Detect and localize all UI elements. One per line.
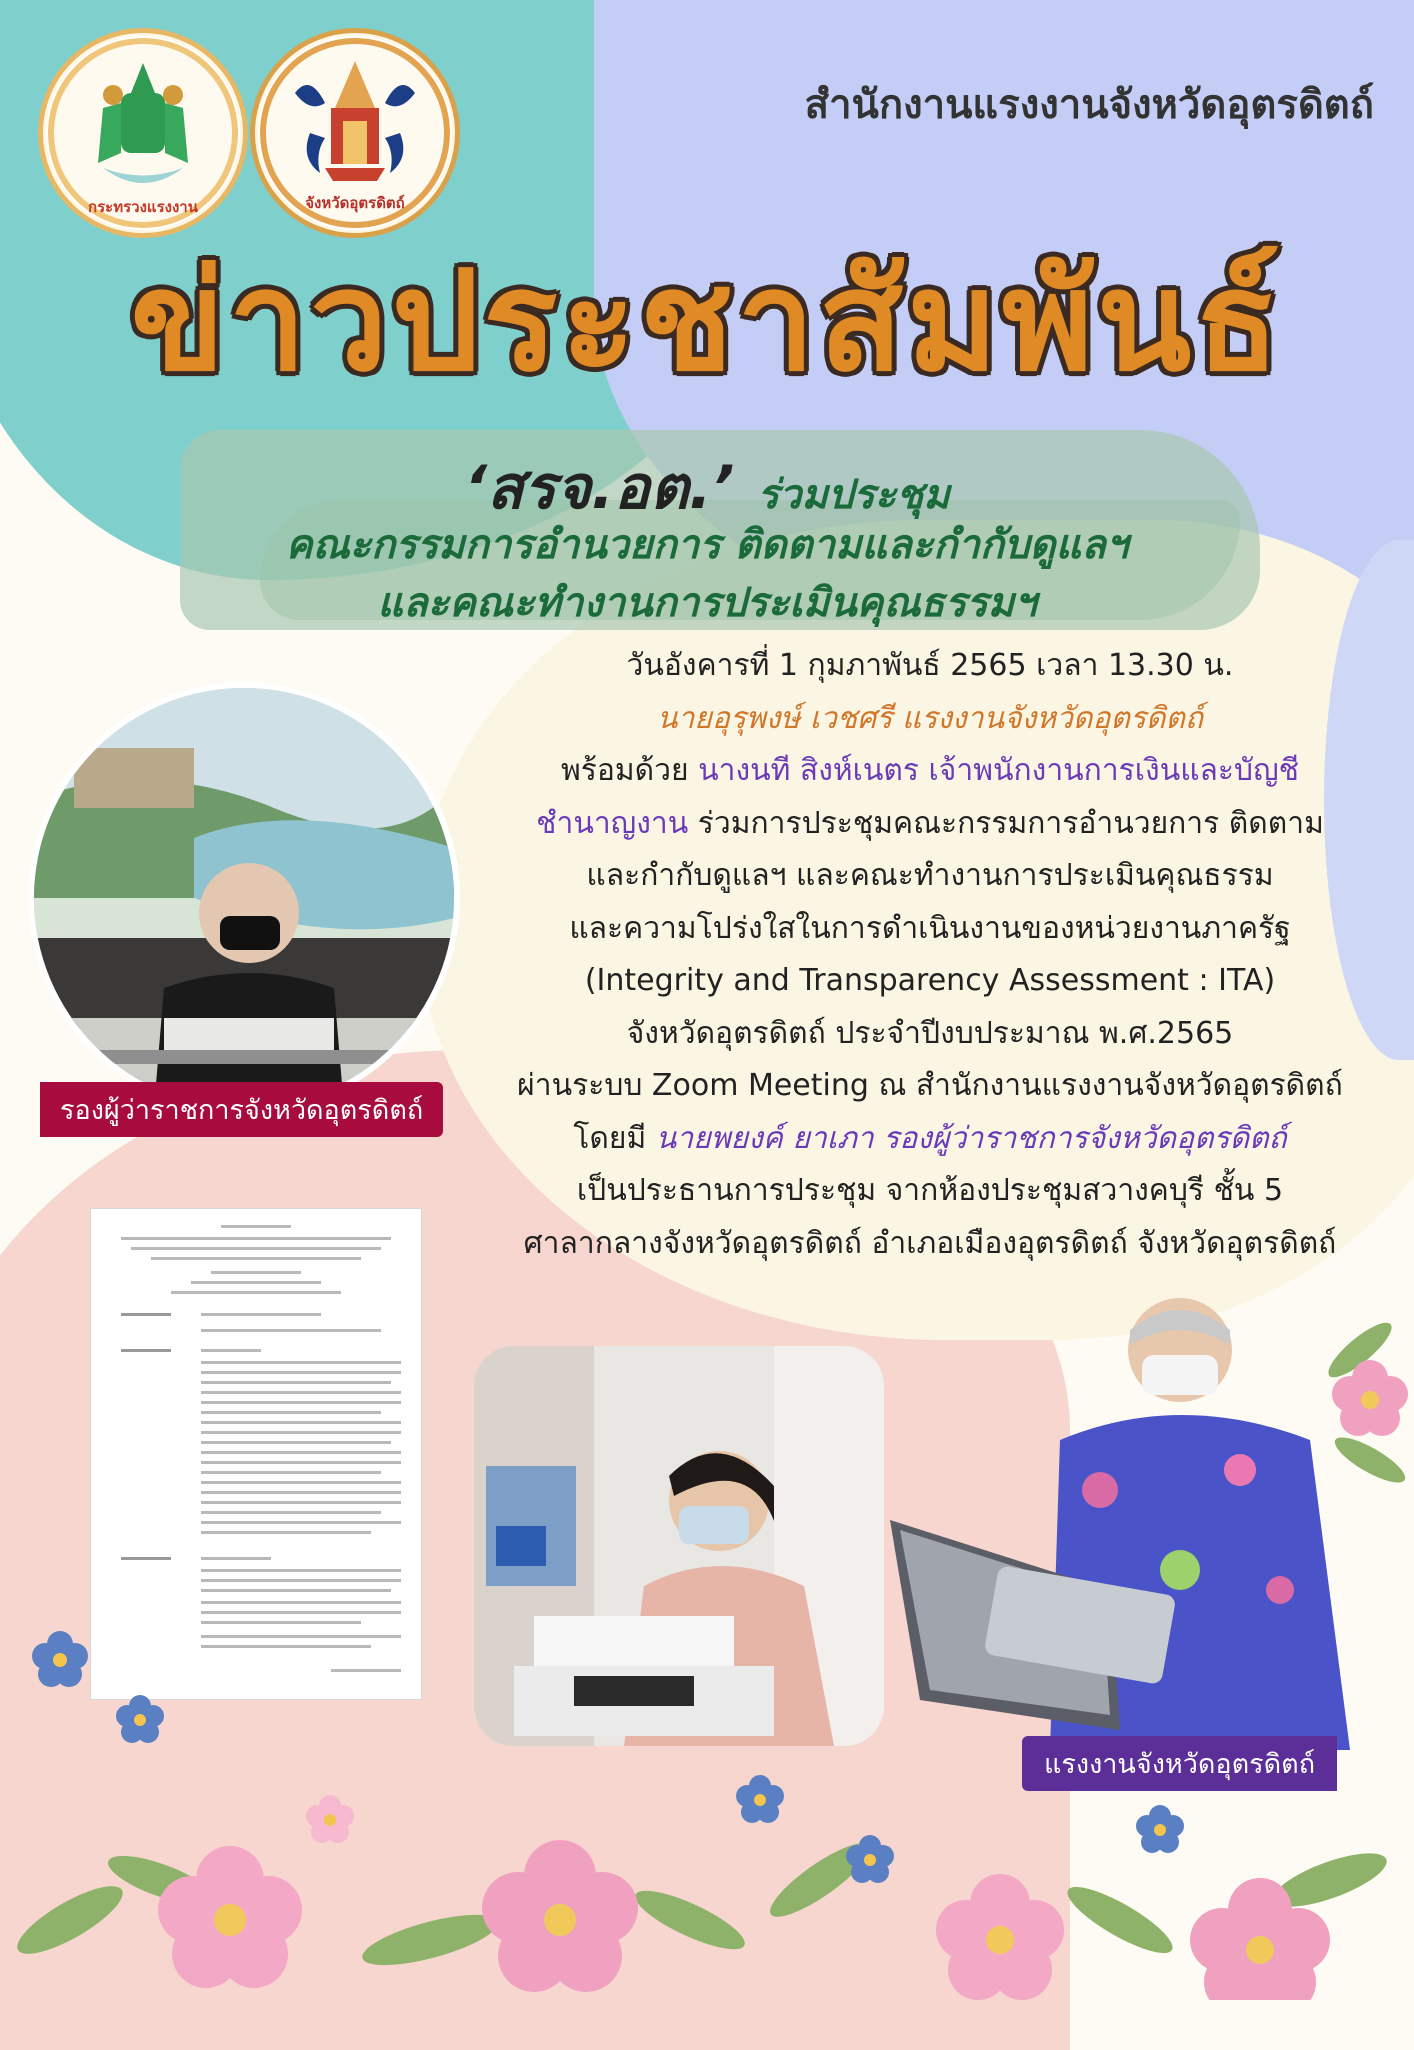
ministry-seal-text: กระทรวงแรงงาน — [88, 198, 198, 216]
accompany-line — [470, 745, 1390, 798]
subtitle-action: ร่วมประชุม — [757, 472, 950, 518]
person-finance-officer: นางนที สิงห์เนตร เจ้าพนักงานการเงินและบัญชี — [698, 753, 1300, 788]
caption-vice-governor: รองผู้ว่าราชการจังหวัดอุตรดิตถ์ — [40, 1082, 443, 1137]
chair-line — [470, 1113, 1390, 1166]
body-line-4-text: ร่วมการประชุมคณะกรรมการอำนวยการ ติดตาม — [688, 805, 1324, 841]
chair-person: นายพยงค์ ยาเภา รองผู้ว่าราชการจังหวัดอุตรดิตถ์ — [655, 1120, 1287, 1156]
subtitle-line-2: คณะกรรมการอำนวยการ ติดตามและกำกับดูแลฯ — [285, 522, 1129, 568]
body-line-11: เป็นประธานการประชุม จากห้องประชุมสวางคบุรี ชั้น 5 — [576, 1173, 1284, 1208]
province-seal-text: จังหวัดอุตรดิตถ์ — [305, 194, 405, 212]
org-abbreviation: ‘สรจ.อต.’ — [464, 453, 735, 523]
officer-rank: ชำนาญงาน — [536, 805, 689, 841]
body-line-6: และความโปร่งใสในการดำเนินงานของหน่วยงานภาครัฐ — [569, 910, 1291, 946]
ministry-of-labour-seal — [38, 28, 248, 238]
body-line-12: ศาลากลางจังหวัดอุตรดิตถ์ อำเภอเมืองอุตรดิตถ์ จังหวัดอุตรดิตถ์ — [523, 1225, 1337, 1261]
headline: ข่าวประชาสัมพันธ์ — [130, 241, 1284, 402]
body-line-8: จังหวัดอุตรดิตถ์ ประจำปีงบประมาณ พ.ศ.2565 — [626, 1015, 1234, 1051]
office-name: สำนักงานแรงงานจังหวัดอุตรดิตถ์ — [804, 82, 1374, 128]
date-line: วันอังคารที่ 1 กุมภาพันธ์ 2565 เวลา 13.30 น. — [626, 648, 1234, 683]
caption-labor-head: แรงงานจังหวัดอุตรดิตถ์ — [1022, 1736, 1337, 1791]
with-prefix: พร้อมด้วย — [560, 753, 699, 788]
chair-prefix: โดยมี — [573, 1120, 656, 1156]
vice-governor-photo — [28, 682, 460, 1114]
uttaradit-province-seal — [250, 28, 460, 238]
body-line-9: ผ่านระบบ Zoom Meeting ณ สำนักงานแรงงานจังหวัดอุตรดิตถ์ — [517, 1068, 1343, 1103]
person-labor-head: นายอุรุพงษ์ เวชศรี แรงงานจังหวัดอุตรดิตถ์ — [656, 700, 1204, 736]
news-body — [470, 640, 1390, 1270]
floral-decoration — [0, 1620, 1414, 2000]
side-floral-decoration — [1300, 1290, 1414, 1550]
body-line-5: และกำกับดูแลฯ และคณะทำงานการประเมินคุณธรรม — [586, 858, 1274, 893]
body-line-4 — [470, 798, 1390, 851]
body-line-7: (Integrity and Transparency Assessment : ITA) — [584, 963, 1276, 998]
subtitle-line-3: และคณะทำงานการประเมินคุณธรรมฯ — [377, 580, 1037, 626]
